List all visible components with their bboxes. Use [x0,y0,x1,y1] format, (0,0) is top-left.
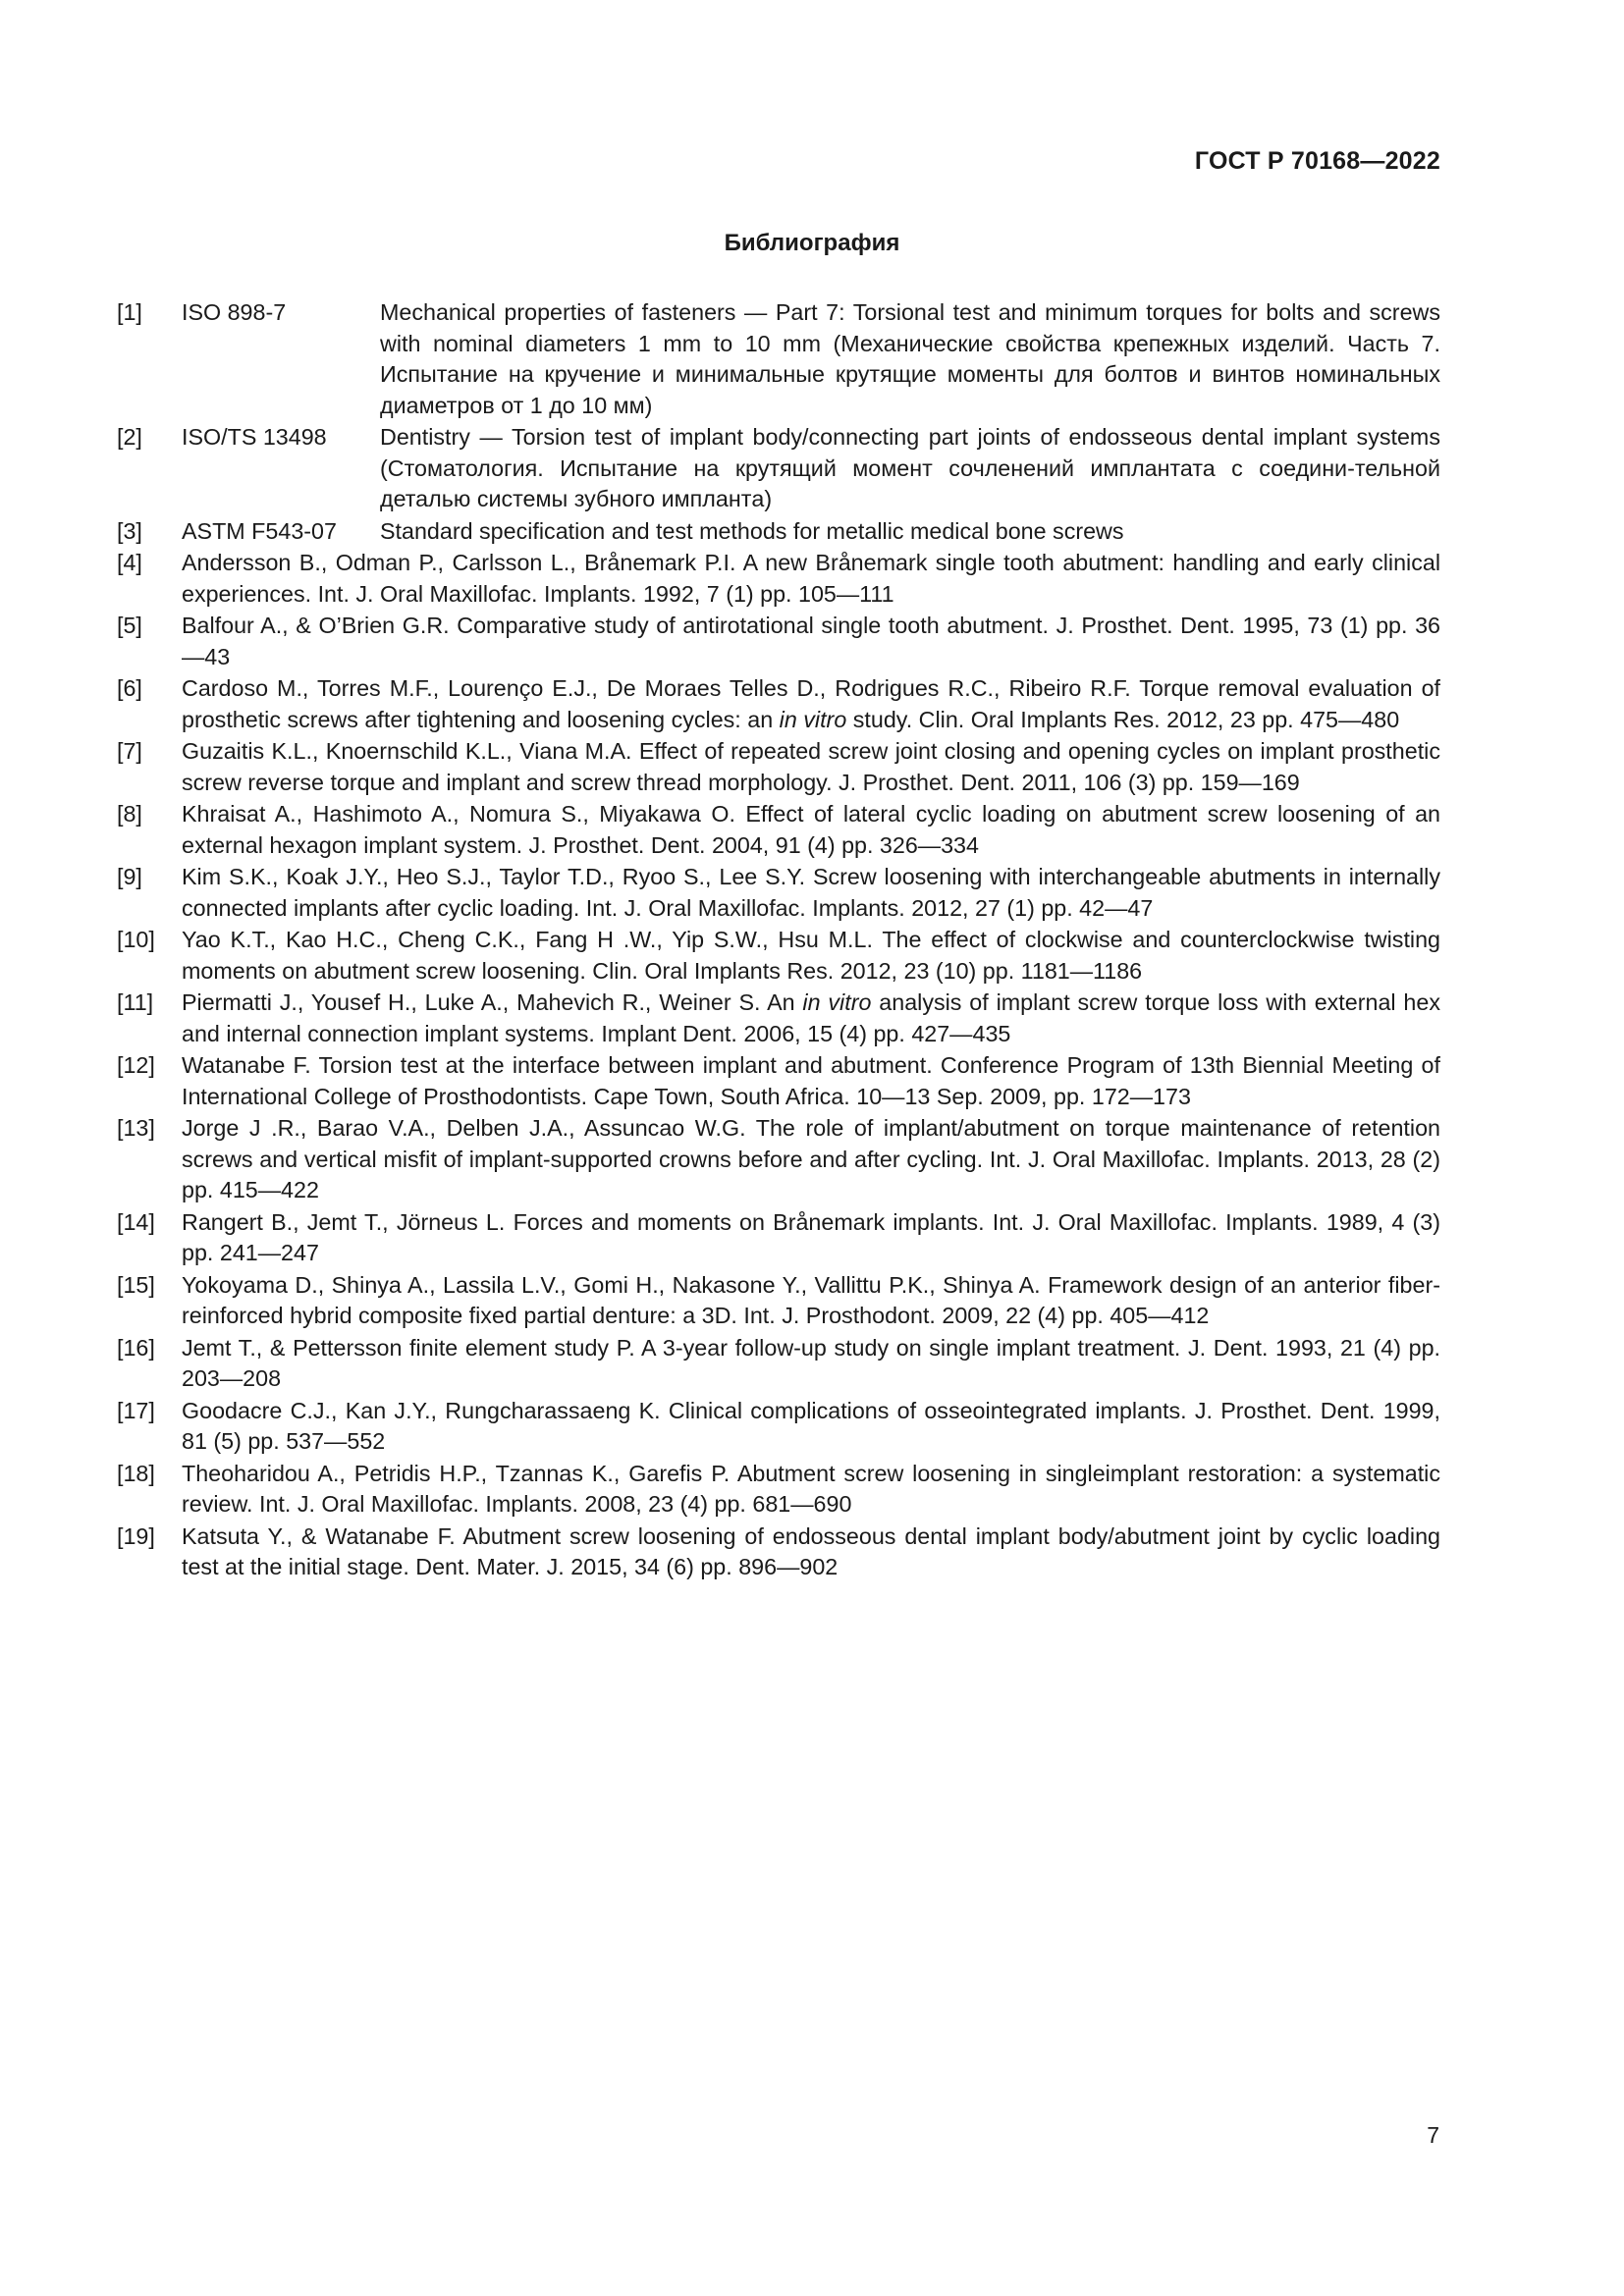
reference-item [117,673,1440,735]
reference-number: [17] [117,1397,155,1423]
reference-number: [12] [117,1052,155,1078]
reference-text: Dentistry — Torsion test of implant body/connecting part joints of endosseous dental implant systems (Стоматология. Испытание на крутящий момент сочленений имплантата с соедини-тельной деталью системы зубного имплантa) [380,424,1440,511]
reference-item [117,1522,1440,1583]
reference-number: [8] [117,801,142,827]
reference-number: [10] [117,927,155,952]
reference-item [117,548,1440,610]
reference-text [182,673,1440,735]
reference-text-part: Piermatti J., Yousef H., Luke A., Mahevich R., Weiner S. An [182,989,803,1015]
reference-text: Theoharidou A., Petridis H.P., Tzannas K., Garefis P. Abutment screw loosening in singleimplant restoration: a systematic review. Int. J. Oral Maxillofac. Implants. 2008, 23 (4) pp. 681—690 [182,1460,1440,1517]
reference-text: Andersson B., Odman P., Carlsson L., Brånemark P.I. A new Brånemark single tooth abutment: handling and early clinical experiences. Int. J. Oral Maxillofac. Implants. 1992, 7 (1) pp. 105—111 [182,550,1440,607]
reference-number: [14] [117,1208,155,1235]
reference-item [117,422,1440,515]
page-number: 7 [1427,2122,1439,2148]
reference-item [117,1396,1440,1458]
reference-number: [3] [117,517,142,544]
reference-item [117,799,1440,861]
reference-item [117,1050,1440,1112]
reference-text-part: Cardoso M., Torres M.F., Lourenço E.J., De Moraes Telles D., Rodrigues R.C., Ribeiro R.F. Torque removal evaluation of prosthetic screws after tightening and loosening cycles: an [182,675,1440,732]
reference-number: [9] [117,864,142,889]
reference-item [117,925,1440,987]
bibliography-title: Библиография [724,230,900,256]
reference-number: [13] [117,1115,155,1141]
reference-code: ISO 898-7 [182,299,287,325]
reference-text: Kim S.K., Koak J.Y., Heo S.J., Taylor T.D., Ryoo S., Lee S.Y. Screw loosening with interchangeable abutments in internally connected implants after cyclic loading. Int. J. Oral Maxillofac. Implants. 2012, 27 (1) pp. 42—47 [182,864,1440,921]
reference-item [117,736,1440,798]
reference-code: ISO/TS 13498 [182,424,327,450]
reference-number: [5] [117,613,142,638]
reference-text-italic: in vitro [802,989,872,1015]
reference-number: [2] [117,424,142,450]
reference-text: Yokoyama D., Shinya A., Lassila L.V., Gomi H., Nakasone Y., Vallittu P.K., Shinya A. Framework design of an anterior fiber-reinforced hybrid composite fixed partial denture: a 3D. Int. J. Prosthodont. 2009, 22 (4) pp. 405—412 [182,1271,1440,1328]
reference-number: [16] [117,1334,155,1361]
reference-text [182,988,1440,1049]
reference-text: Jemt T., & Pettersson finite element study P. A 3-year follow-up study on single implant treatment. J. Dent. 1993, 21 (4) pp. 203—208 [182,1334,1440,1391]
reference-number: [19] [117,1522,155,1549]
reference-number: [7] [117,738,142,764]
reference-item [117,1207,1440,1269]
reference-text-italic: in vitro [779,706,847,732]
reference-number: [18] [117,1460,155,1486]
reference-text: Katsuta Y., & Watanabe F. Abutment screw loosening of endosseous dental implant body/abutment joint by cyclic loading test at the initial stage. Dent. Mater. J. 2015, 34 (6) pp. 896—902 [182,1522,1440,1579]
reference-text: Yao K.T., Kao H.C., Cheng C.K., Fang H .W., Yip S.W., Hsu M.L. The effect of clockwise and counterclockwise twisting moments on abutment screw loosening. Clin. Oral Implants Res. 2012, 23 (10) pp. 1181—1186 [182,927,1440,984]
reference-list [117,297,1440,1584]
reference-number: [6] [117,675,142,701]
reference-number: [15] [117,1271,155,1298]
reference-item [117,297,1440,421]
reference-text-part: study. Clin. Oral Implants Res. 2012, 23 pp. 475—480 [846,706,1400,732]
reference-item [117,1333,1440,1395]
document-standard-id: ГОСТ Р 70168—2022 [1194,147,1440,175]
reference-number: [4] [117,550,142,575]
reference-item [117,611,1440,672]
reference-item [117,1113,1440,1206]
reference-number: [1] [117,299,142,325]
reference-text-part: analysis of implant screw torque loss with external hex and internal connection implant systems. Implant Dent. 2006, 15 (4) pp. 427—435 [182,989,1440,1046]
reference-text: Balfour A., & O’Brien G.R. Comparative study of antirotational single tooth abutment. J. Prosthet. Dent. 1995, 73 (1) pp. 36—43 [182,613,1440,669]
reference-text: Goodacre C.J., Kan J.Y., Rungcharassaeng K. Clinical complications of osseointegrated implants. J. Prosthet. Dent. 1999, 81 (5) pp. 537—552 [182,1397,1440,1454]
reference-item [117,516,1440,548]
reference-text: Watanabe F. Torsion test at the interface between implant and abutment. Conference Program of 13th Biennial Meeting of International College of Prosthodontists. Cape Town, South Africa. 10—13 Sep. 2009, pp. 172—173 [182,1052,1440,1109]
reference-text: Khraisat A., Hashimoto A., Nomura S., Miyakawa O. Effect of lateral cyclic loading on abutment screw loosening of an external hexagon implant system. J. Prosthet. Dent. 2004, 91 (4) pp. 326—334 [182,801,1440,858]
reference-item [117,862,1440,924]
reference-text: Jorge J .R., Barao V.A., Delben J.A., Assuncao W.G. The role of implant/abutment on torque maintenance of retention screws and vertical misfit of implant-supported crowns before and after cycling. Int. J. Oral Maxillofac. Implants. 2013, 28 (2) pp. 415—422 [182,1115,1440,1202]
reference-text: Standard specification and test methods for metallic medical bone screws [380,517,1124,544]
reference-text: Guzaitis K.L., Knoernschild K.L., Viana M.A. Effect of repeated screw joint closing and opening cycles on implant prosthetic screw reverse torque and implant and screw thread morphology. J. Prosthet. Dent. 2011, 106 (3) pp. 159—169 [182,738,1440,795]
reference-text: Mechanical properties of fasteners — Part 7: Torsional test and minimum torques for bolts and screws with nominal diameters 1 mm to 10 mm (Механические свойства крепежных изделий. Часть 7. Испытание на кручение и минимальные крутящие моменты для болтов и винтов номинальных диаметров от 1 до 10 мм) [380,299,1440,418]
reference-code: ASTM F543-07 [182,517,337,544]
reference-text: Rangert B., Jemt T., Jörneus L. Forces and moments on Brånemark implants. Int. J. Oral Maxillofac. Implants. 1989, 4 (3) pp. 241—247 [182,1208,1440,1265]
reference-item [117,1459,1440,1521]
reference-number: [11] [117,989,154,1015]
reference-item [117,1270,1440,1332]
reference-item [117,988,1440,1049]
